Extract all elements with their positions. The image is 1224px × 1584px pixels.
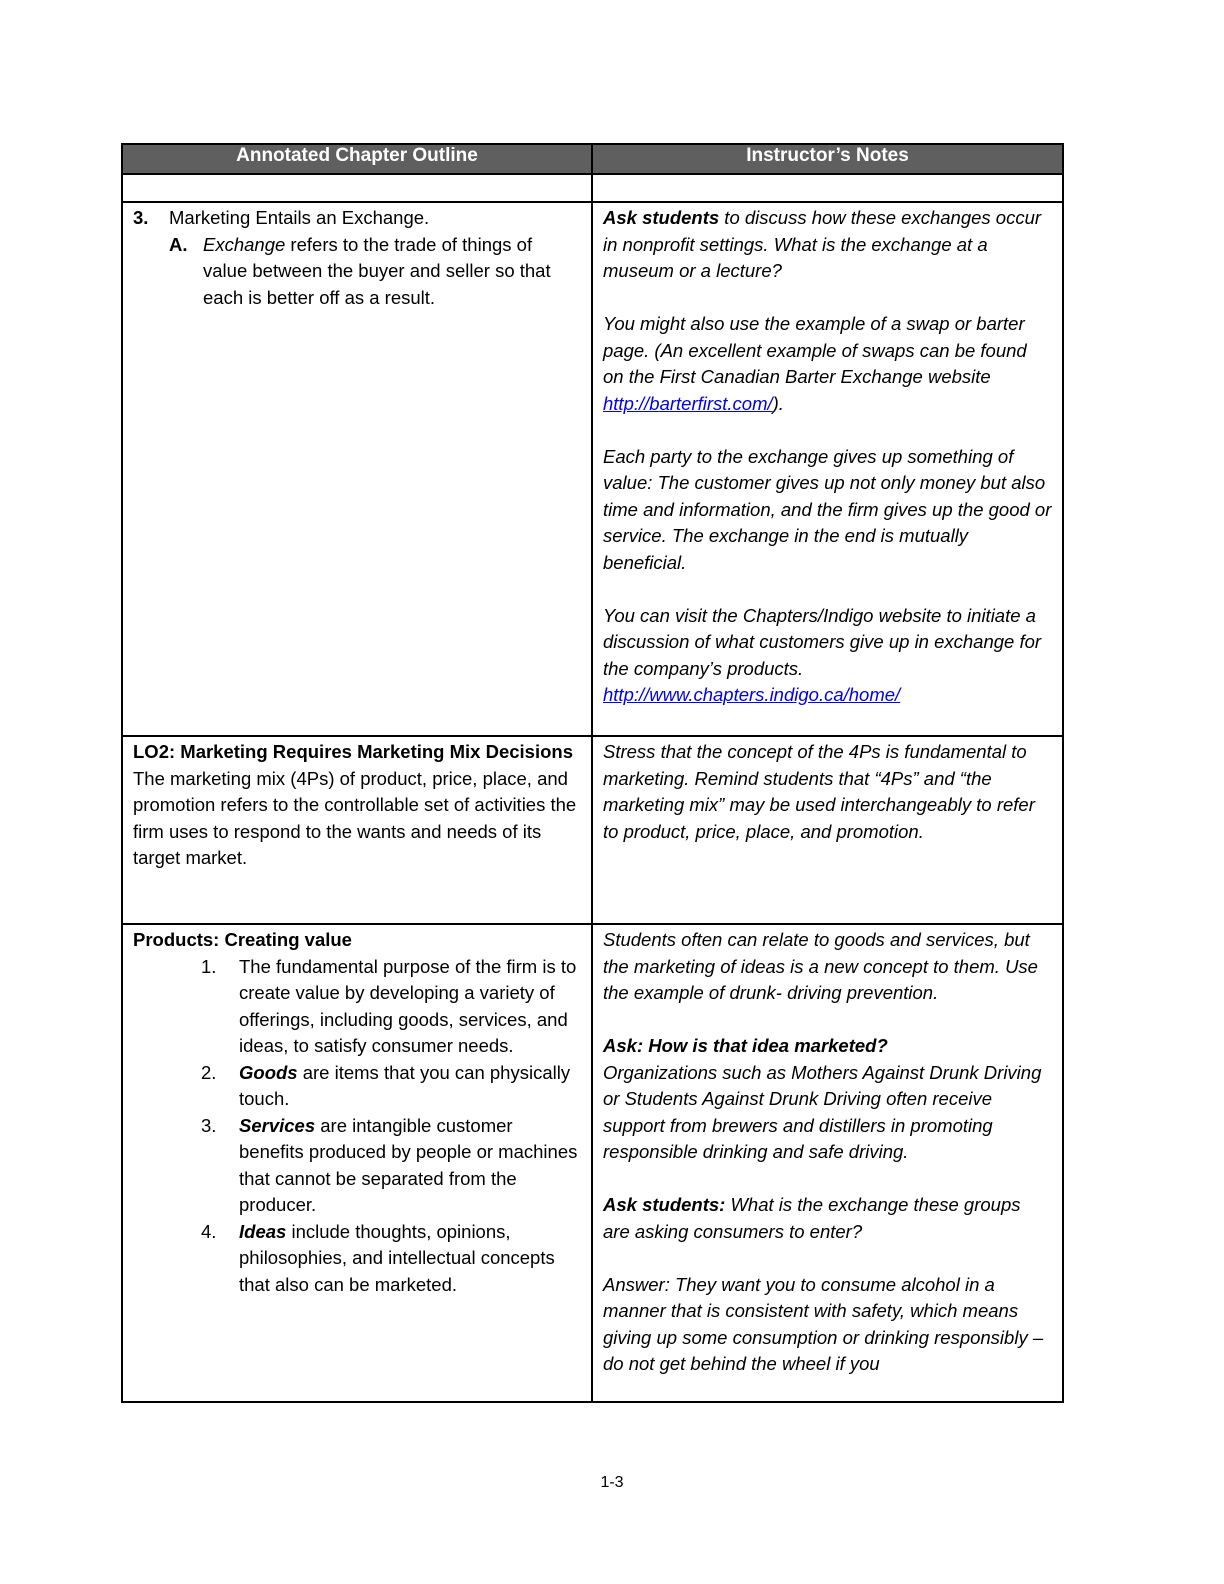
definition: refers to the trade of things of value between the buyer and seller so that each is better off as a result.	[203, 233, 551, 308]
notes-cell	[592, 736, 1063, 924]
list-text	[239, 1060, 581, 1113]
header-instructors-notes: Instructor’s Notes	[592, 144, 1063, 174]
note-paragraph	[603, 603, 1052, 709]
list-number: 4.	[201, 1220, 217, 1242]
term: Services	[239, 1114, 316, 1136]
blank-row	[122, 174, 1063, 202]
header-annotated-chapter-outline: Annotated Chapter Outline	[122, 144, 592, 174]
outline-cell	[122, 736, 592, 924]
note-paragraph	[603, 1033, 1052, 1166]
note-text: Organizations such as Mothers Against Drunk Driving or Students Against Drunk Driving often receive support from brewers and distillers in promoting responsible drinking and safe driving.	[603, 1061, 1042, 1162]
notes-cell	[592, 924, 1063, 1402]
note-paragraph	[603, 205, 1052, 285]
blank-cell	[592, 174, 1063, 202]
chapters-indigo-link[interactable]: http://www.chapters.indigo.ca/home/	[603, 684, 901, 705]
note-paragraph: Answer: They want you to consume alcohol in a manner that is consistent with safety, which means giving up some consumption or drinking responsibly – do not get behind the wheel if you	[603, 1273, 1044, 1374]
note-text: ).	[772, 392, 784, 414]
list-number: 1.	[201, 955, 217, 977]
term: Exchange	[203, 233, 286, 255]
note-text: You might also use the example of a swap or barter page. (An excellent example of swaps can be found on the First Canadian Barter Exchange website	[603, 313, 1027, 387]
outline-cell	[122, 924, 592, 1402]
list-item	[201, 1060, 581, 1113]
note-text: Each party to the exchange gives up something of value: The customer gives up not only money but also time and information, and the firm gives up the good or service. The exchange in the end is mutually beneficial.	[603, 445, 1052, 573]
note-text: You can visit the Chapters/Indigo website to initiate a discussion of what customers give up in exchange for the company’s products.	[603, 604, 1042, 679]
list-text	[239, 1113, 581, 1219]
table-row	[122, 924, 1063, 1402]
definition: The fundamental purpose of the firm is to create value by developing a variety of offerings, including goods, services, and ideas, to satisfy consumer needs.	[239, 955, 577, 1056]
note-text: What is the exchange these groups are asking consumers to enter?	[603, 1194, 1021, 1242]
chapter-outline-table	[121, 143, 1064, 1403]
note-text: to discuss how these exchanges occur in nonprofit settings. What is the exchange at a museum or a lecture?	[603, 207, 1042, 281]
list-item	[201, 1113, 581, 1219]
subitem-label: A.	[169, 233, 188, 255]
note-emphasis: Ask students	[603, 207, 720, 228]
outline-item	[133, 205, 581, 232]
note-paragraph	[603, 1192, 1052, 1245]
page-number: 1-3	[600, 1474, 624, 1491]
definition: include thoughts, opinions, philosophies, and intellectual concepts that also can be marketed.	[239, 1220, 555, 1295]
barterfirst-link[interactable]: http://barterfirst.com/	[603, 392, 773, 414]
section-heading: LO2: Marketing Requires Marketing Mix Decisions	[133, 741, 573, 762]
definition: are intangible customer benefits produced by people or machines that cannot be separated from the producer.	[239, 1114, 578, 1215]
note-emphasis: Ask: How is that idea marketed?	[603, 1035, 888, 1056]
blank-cell	[122, 174, 592, 202]
section-heading: Products: Creating value	[133, 929, 352, 950]
table-row	[122, 202, 1063, 736]
outline-cell	[122, 202, 592, 736]
item-title: Marketing Entails an Exchange.	[169, 207, 430, 228]
list-number: 3.	[201, 1114, 217, 1136]
subitem-text	[203, 232, 581, 312]
list-number: 2.	[201, 1061, 217, 1083]
outline-subitem	[169, 232, 581, 312]
table-header-row	[122, 144, 1063, 174]
table-row	[122, 736, 1063, 924]
section-text: The marketing mix (4Ps) of product, price, place, and promotion refers to the controllable set of activities the firm uses to respond to the wants and needs of its target market.	[133, 767, 577, 868]
note-paragraph: Students often can relate to goods and services, but the marketing of ideas is a new concept to them. Use the example of drunk- driving prevention.	[603, 929, 1038, 1003]
definition: are items that you can physically touch.	[239, 1061, 571, 1109]
term: Goods	[239, 1061, 298, 1083]
term: Ideas	[239, 1220, 287, 1242]
notes-cell	[592, 202, 1063, 736]
list-text	[239, 1219, 581, 1299]
list-text	[239, 954, 581, 1060]
note-paragraph: Stress that the concept of the 4Ps is fundamental to marketing. Remind students that “4Ps” and “the marketing mix” may be used interchangeably to refer to product, price, place, and promotion.	[603, 741, 1035, 842]
note-emphasis: Ask students:	[603, 1194, 726, 1215]
note-paragraph	[603, 444, 1052, 577]
list-item	[201, 954, 581, 1060]
note-paragraph	[603, 311, 1052, 417]
list-item	[201, 1219, 581, 1299]
item-number: 3.	[133, 207, 149, 228]
